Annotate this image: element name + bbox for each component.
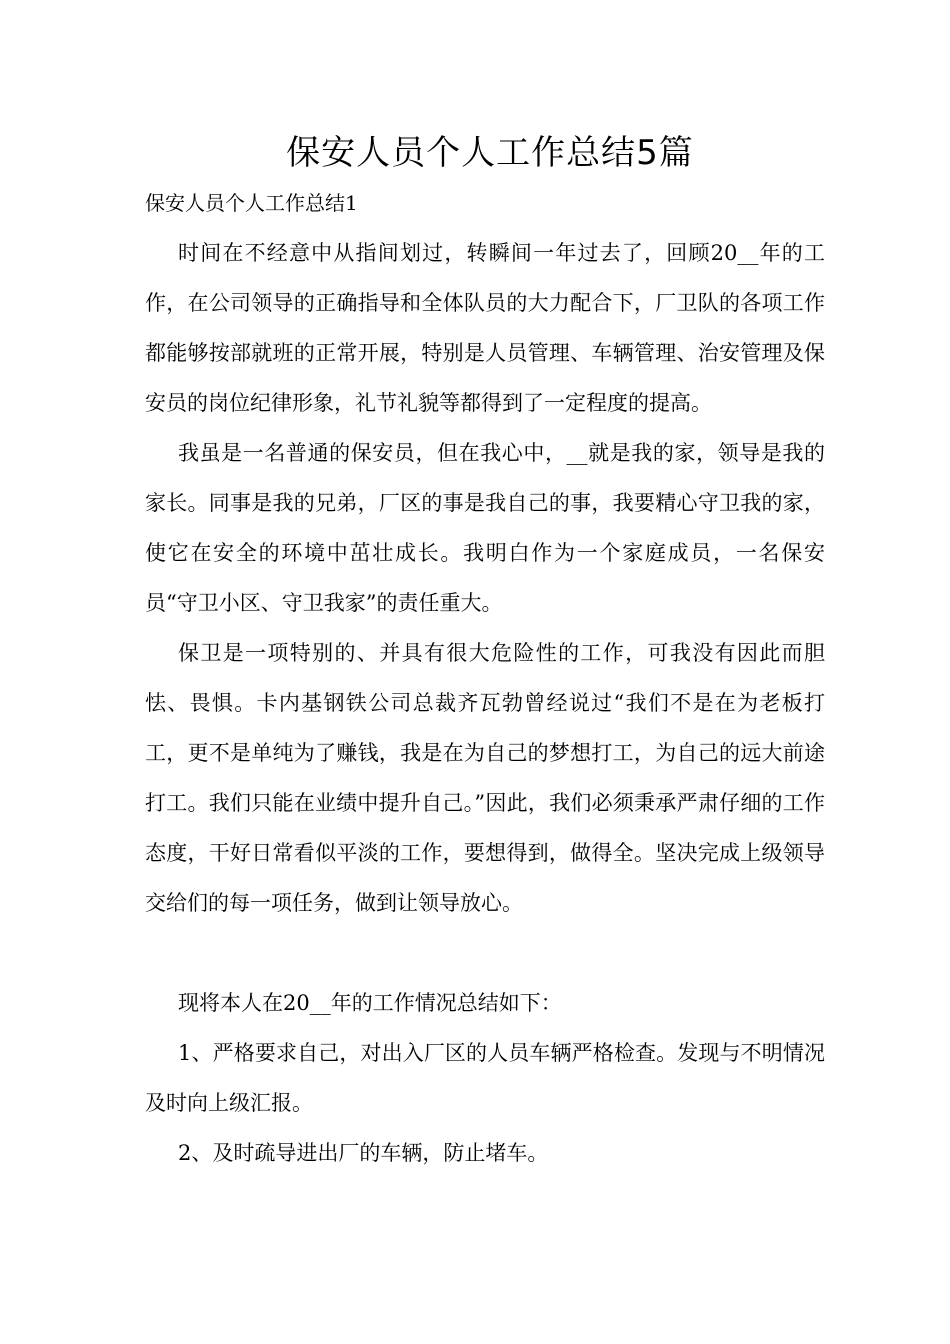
list-item-1: 1、严格要求自己，对出入厂区的人员车辆严格检查。发现与不明情况及时向上级汇报。 (145, 1041, 825, 1115)
section-heading: 保安人员个人工作总结1 (145, 191, 358, 215)
paragraph-home: 我虽是一名普通的保安员，但在我心中，__就是我的家，领导是我的家长。同事是我的兄弟，厂区的事是我自己的事，我要精心守卫我的家，使它在安全的环境中茁壮成长。我明白作为一个家庭成员，一名保安员“守卫小区、守卫我家”的责任重大。 (145, 441, 825, 615)
paragraph-intro: 时间在不经意中从指间划过，转瞬间一年过去了，回顾20__年的工作，在公司领导的正确指导和全体队员的大力配合下，厂卫队的各项工作都能够按部就班的正常开展，特别是人员管理、车辆管理、治安管理及保安员的岗位纪律形象，礼节礼貌等都得到了一定程度的提高。 (145, 241, 825, 415)
document-title: 保安人员个人工作总结5篇 (286, 133, 694, 173)
paragraph-summary-intro: 现将本人在20__年的工作情况总结如下： (178, 991, 562, 1015)
paragraph-security-work: 保卫是一项特别的、并具有很大危险性的工作，可我没有因此而胆怯、畏惧。卡内基钢铁公司总裁齐瓦勃曾经说过“我们不是在为老板打工，更不是单纯为了赚钱，我是在为自己的梦想打工，为自己的远大前途打工。我们只能在业绩中提升自己。”因此，我们必须秉承严肃仔细的工作态度，干好日常看似平淡的工作，要想得到，做得全。坚决完成上级领导交给们的每一项任务，做到让领导放心。 (145, 641, 825, 915)
list-item-2: 2、及时疏导进出厂的车辆，防止堵车。 (178, 1141, 549, 1165)
